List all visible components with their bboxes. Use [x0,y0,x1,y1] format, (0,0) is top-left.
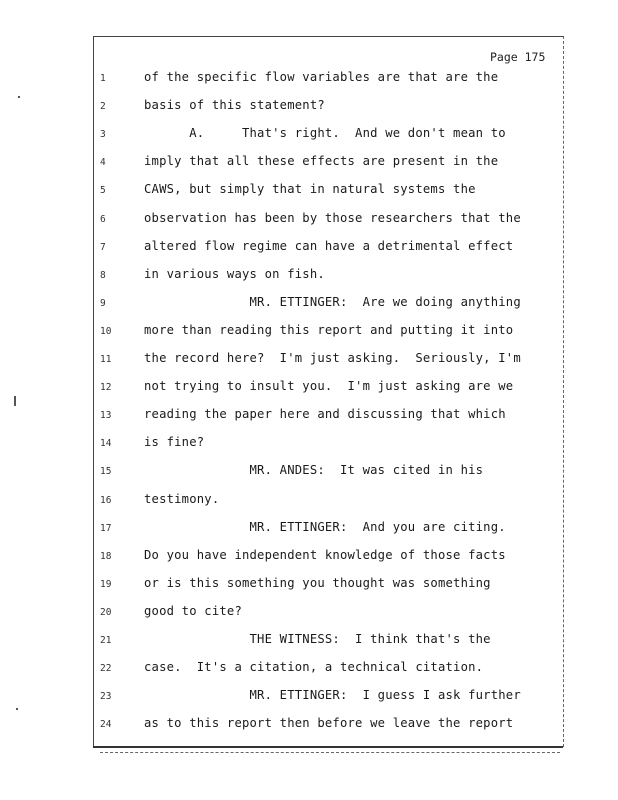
transcript-line [0,323,618,343]
transcript-line [0,576,618,596]
line-number: 7 [100,241,106,253]
line-number: 13 [100,410,112,422]
transcript-line [0,295,618,315]
line-number: 19 [100,578,112,590]
line-number: 5 [100,185,106,197]
line-text: or is this something you thought was something [144,575,491,590]
line-text: good to cite? [144,603,242,618]
line-text: the record here? I'm just asking. Seriously, I'm [144,351,521,365]
scan-speck [16,708,18,710]
line-number: 6 [100,213,106,225]
line-number: 11 [100,354,112,365]
line-text: reading the paper here and discussing that which [144,407,506,422]
transcript-line [0,435,618,455]
bottom-rule-dashed [100,752,560,753]
line-number: 10 [100,325,112,337]
line-text: basis of this statement? [144,98,325,113]
transcript-line [0,98,618,118]
line-number: 18 [100,550,112,562]
page-number: Page 175 [490,50,546,64]
transcript-line [0,492,618,512]
transcript-line [0,211,618,231]
line-number: 21 [100,635,112,646]
line-number: 23 [100,691,112,703]
line-text: MR. ETTINGER: Are we doing anything [144,294,521,309]
transcript-line [0,520,618,540]
line-text: MR. ETTINGER: And you are citing. [144,519,506,534]
transcript-line [0,182,618,202]
line-number: 17 [100,522,112,534]
line-text: is fine? [144,435,205,450]
transcript-line [0,604,618,624]
transcript-line [0,548,618,568]
transcript-line [0,239,618,259]
line-text: testimony. [144,491,220,506]
line-text: MR. ANDES: It was cited in his [144,463,484,478]
line-number: 2 [100,101,106,113]
line-text: more than reading this report and putting it into [144,322,514,337]
line-number: 9 [100,297,106,309]
transcript-line [0,407,618,427]
line-text: CAWS, but simply that in natural systems the [144,182,476,197]
line-number: 4 [100,157,106,169]
line-text: observation has been by those researchers that the [144,210,521,225]
transcript-line [0,70,618,90]
line-number: 14 [100,438,112,450]
transcript-line [0,379,618,399]
line-number: 3 [100,129,106,141]
transcript-line [0,463,618,483]
line-number: 22 [100,663,112,675]
line-number: 24 [100,719,112,731]
scan-speck [14,396,16,406]
transcript-line [0,351,618,371]
line-text: as to this report then before we leave the report [144,716,514,731]
transcript-line [0,267,618,287]
transcript-line [0,688,618,708]
line-number: 8 [100,269,106,281]
line-text: MR. ETTINGER: I guess I ask further [144,688,521,703]
transcript-line [0,716,618,736]
line-text: not trying to insult you. I'm just asking are we [144,379,514,394]
transcript-line [0,632,618,652]
transcript-line [0,660,618,680]
line-number: 16 [100,494,112,506]
scan-speck [18,96,20,98]
transcript-line [0,126,618,146]
line-number: 1 [100,73,106,84]
line-text: Do you have independent knowledge of those facts [144,547,506,562]
line-text: THE WITNESS: I think that's the [144,632,491,646]
line-text: altered flow regime can have a detrimental effect [144,238,514,253]
line-text: imply that all these effects are present in the [144,154,499,169]
bottom-rule [93,746,563,748]
line-text: in various ways on fish. [144,266,325,281]
line-number: 15 [100,466,112,478]
line-number: 20 [100,606,112,618]
line-text: case. It's a citation, a technical citation. [144,660,484,675]
transcript-line [0,154,618,174]
line-text: of the specific flow variables are that are the [144,70,499,84]
line-text: A. That's right. And we don't mean to [144,126,506,141]
line-number: 12 [100,382,112,394]
